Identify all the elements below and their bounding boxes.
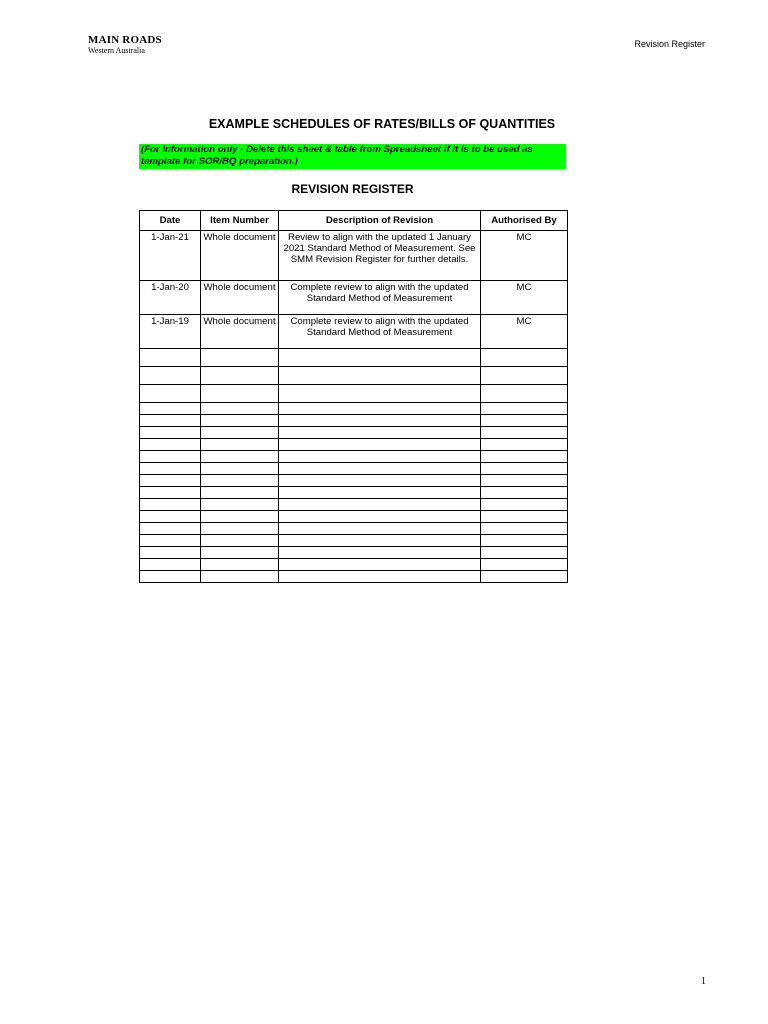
empty-cell (279, 403, 481, 415)
cell-authorised-by: MC (481, 281, 568, 315)
empty-cell (481, 487, 568, 499)
empty-cell (279, 487, 481, 499)
header-section-title: Revision Register (634, 39, 705, 49)
empty-table-row (140, 547, 568, 559)
empty-cell (279, 439, 481, 451)
empty-table-row (140, 475, 568, 487)
empty-table-row (140, 571, 568, 583)
empty-cell (140, 559, 201, 571)
empty-table-row (140, 463, 568, 475)
empty-cell (481, 523, 568, 535)
empty-cell (201, 487, 279, 499)
empty-cell (481, 559, 568, 571)
empty-cell (481, 451, 568, 463)
empty-cell (140, 475, 201, 487)
empty-cell (481, 511, 568, 523)
cell-item-number: Whole document (201, 281, 279, 315)
empty-table-row (140, 349, 568, 367)
empty-cell (140, 535, 201, 547)
empty-cell (140, 385, 201, 403)
empty-cell (201, 403, 279, 415)
revision-register-table (139, 210, 568, 583)
empty-cell (279, 367, 481, 385)
table-row (140, 281, 568, 315)
cell-date: 1-Jan-20 (140, 281, 201, 315)
empty-cell (481, 499, 568, 511)
cell-item-number: Whole document (201, 315, 279, 349)
empty-table-row (140, 487, 568, 499)
empty-cell (481, 403, 568, 415)
empty-cell (140, 427, 201, 439)
empty-table-row (140, 499, 568, 511)
empty-cell (140, 439, 201, 451)
empty-cell (481, 349, 568, 367)
empty-cell (279, 499, 481, 511)
empty-cell (279, 415, 481, 427)
empty-cell (201, 559, 279, 571)
empty-cell (201, 535, 279, 547)
empty-cell (201, 439, 279, 451)
empty-cell (201, 415, 279, 427)
empty-cell (481, 475, 568, 487)
info-note-line-2: template for SOR/BQ preparation.) (141, 156, 298, 167)
empty-cell (481, 547, 568, 559)
empty-table-row (140, 523, 568, 535)
empty-cell (140, 523, 201, 535)
empty-cell (279, 463, 481, 475)
empty-cell (481, 571, 568, 583)
empty-cell (140, 487, 201, 499)
empty-cell (279, 427, 481, 439)
column-header-item-number: Item Number (201, 211, 279, 231)
table-row (140, 231, 568, 281)
empty-table-row (140, 559, 568, 571)
empty-cell (481, 535, 568, 547)
empty-table-row (140, 403, 568, 415)
empty-cell (201, 451, 279, 463)
main-roads-logo (88, 34, 162, 55)
cell-description: Complete review to align with the updated Standard Method of Measurement (279, 315, 481, 349)
empty-cell (279, 547, 481, 559)
table-header-row (140, 211, 568, 231)
empty-cell (201, 385, 279, 403)
empty-cell (140, 451, 201, 463)
empty-cell (279, 535, 481, 547)
register-title: REVISION REGISTER (291, 182, 414, 196)
empty-cell (201, 463, 279, 475)
page-number: 1 (701, 976, 706, 987)
info-note-line-1: (For Information only - Delete this sheet & table from Spreadsheet if it is to be used as (141, 144, 533, 155)
logo-main-text: MAIN ROADS (88, 34, 162, 46)
empty-cell (140, 571, 201, 583)
empty-cell (279, 349, 481, 367)
empty-cell (140, 349, 201, 367)
empty-cell (140, 499, 201, 511)
empty-cell (279, 571, 481, 583)
empty-cell (279, 523, 481, 535)
empty-cell (140, 463, 201, 475)
column-header-description: Description of Revision (279, 211, 481, 231)
cell-date: 1-Jan-21 (140, 231, 201, 281)
column-header-date: Date (140, 211, 201, 231)
empty-cell (201, 547, 279, 559)
empty-cell (481, 367, 568, 385)
empty-cell (201, 523, 279, 535)
empty-cell (201, 349, 279, 367)
empty-table-row (140, 367, 568, 385)
empty-cell (481, 415, 568, 427)
empty-cell (201, 571, 279, 583)
cell-item-number: Whole document (201, 231, 279, 281)
empty-table-row (140, 439, 568, 451)
logo-sub-text: Western Australia (88, 46, 145, 55)
empty-cell (481, 427, 568, 439)
cell-authorised-by: MC (481, 231, 568, 281)
empty-table-row (140, 451, 568, 463)
cell-authorised-by: MC (481, 315, 568, 349)
empty-table-row (140, 385, 568, 403)
empty-cell (140, 367, 201, 385)
empty-rows (140, 349, 568, 583)
column-header-authorised-by: Authorised By (481, 211, 568, 231)
empty-cell (279, 511, 481, 523)
empty-table-row (140, 511, 568, 523)
empty-cell (279, 385, 481, 403)
cell-description: Complete review to align with the updated Standard Method of Measurement (279, 281, 481, 315)
document-title: EXAMPLE SCHEDULES OF RATES/BILLS OF QUANTITIES (208, 117, 556, 131)
empty-cell (201, 499, 279, 511)
empty-cell (201, 475, 279, 487)
empty-cell (481, 385, 568, 403)
cell-date: 1-Jan-19 (140, 315, 201, 349)
empty-cell (279, 451, 481, 463)
empty-table-row (140, 535, 568, 547)
info-note (139, 144, 566, 169)
empty-cell (140, 403, 201, 415)
empty-cell (140, 547, 201, 559)
table-row (140, 315, 568, 349)
empty-cell (481, 463, 568, 475)
cell-description: Review to align with the updated 1 January 2021 Standard Method of Measurement. See SMM Revision Register for further details. (279, 231, 481, 281)
empty-cell (279, 559, 481, 571)
empty-cell (140, 415, 201, 427)
empty-cell (140, 511, 201, 523)
empty-cell (279, 475, 481, 487)
empty-table-row (140, 415, 568, 427)
empty-table-row (140, 427, 568, 439)
empty-cell (481, 439, 568, 451)
empty-cell (201, 367, 279, 385)
empty-cell (201, 427, 279, 439)
empty-cell (201, 511, 279, 523)
